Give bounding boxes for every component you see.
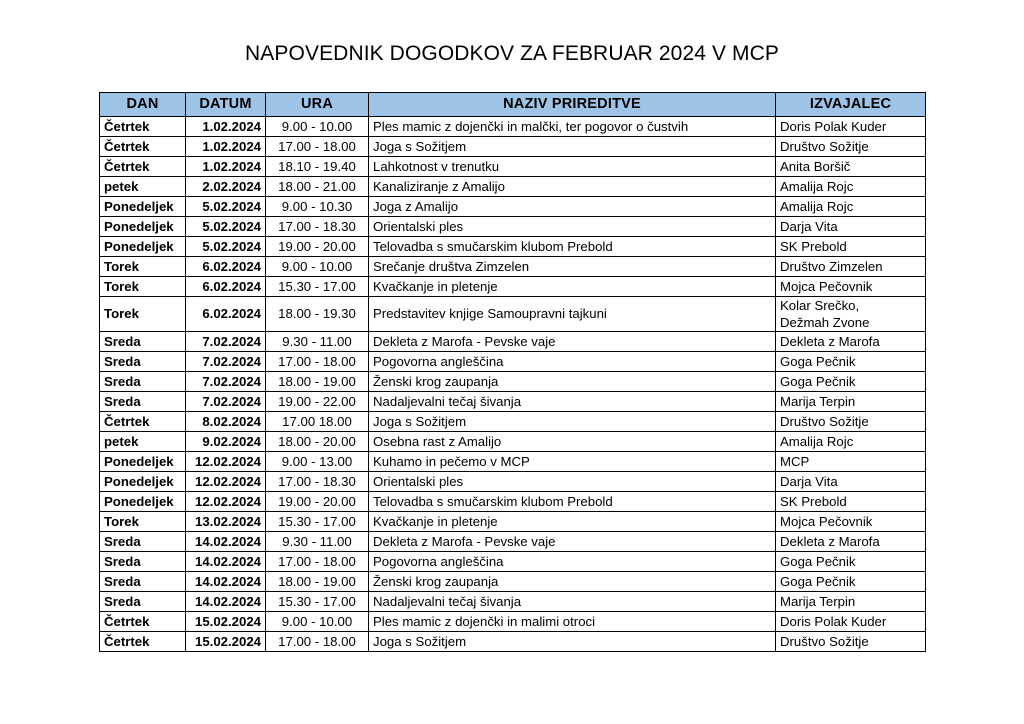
- cell-organizer: Amalija Rojc: [776, 177, 926, 197]
- cell-time: 18.00 - 20.00: [266, 432, 369, 452]
- table-row: [100, 277, 926, 297]
- table-row: [100, 137, 926, 157]
- cell-time: 18.00 - 19.00: [266, 372, 369, 392]
- table-row: [100, 432, 926, 452]
- cell-date: 2.02.2024: [186, 177, 266, 197]
- cell-organizer: Amalija Rojc: [776, 432, 926, 452]
- cell-event-name: Kuhamo in pečemo v MCP: [369, 452, 776, 472]
- cell-date: 7.02.2024: [186, 372, 266, 392]
- cell-event-name: Ženski krog zaupanja: [369, 372, 776, 392]
- cell-date: 14.02.2024: [186, 572, 266, 592]
- cell-organizer: Dekleta z Marofa: [776, 332, 926, 352]
- cell-day: Četrtek: [100, 117, 186, 137]
- cell-day: Sreda: [100, 392, 186, 412]
- cell-organizer: Darja Vita: [776, 217, 926, 237]
- cell-day: Sreda: [100, 352, 186, 372]
- cell-organizer: Društvo Sožitje: [776, 412, 926, 432]
- cell-time: 18.00 - 19.00: [266, 572, 369, 592]
- cell-day: Torek: [100, 512, 186, 532]
- cell-time: 9.00 - 10.00: [266, 257, 369, 277]
- cell-time: 15.30 - 17.00: [266, 277, 369, 297]
- cell-time: 9.00 - 10.00: [266, 117, 369, 137]
- cell-day: Ponedeljek: [100, 492, 186, 512]
- cell-event-name: Joga s Sožitjem: [369, 412, 776, 432]
- cell-date: 7.02.2024: [186, 332, 266, 352]
- table-row: [100, 197, 926, 217]
- organizer-line-2: Dežmah Zvone: [780, 315, 870, 331]
- table-row: [100, 392, 926, 412]
- cell-day: petek: [100, 432, 186, 452]
- cell-time: 19.00 - 20.00: [266, 492, 369, 512]
- cell-event-name: Ženski krog zaupanja: [369, 572, 776, 592]
- cell-date: 14.02.2024: [186, 532, 266, 552]
- cell-time: 9.00 - 10.30: [266, 197, 369, 217]
- cell-organizer: Goga Pečnik: [776, 572, 926, 592]
- table-row: [100, 472, 926, 492]
- cell-time: 9.00 - 13.00: [266, 452, 369, 472]
- cell-date: 12.02.2024: [186, 452, 266, 472]
- cell-date: 14.02.2024: [186, 552, 266, 572]
- cell-organizer: Mojca Pečovnik: [776, 277, 926, 297]
- table-row: [100, 237, 926, 257]
- cell-event-name: Pogovorna angleščina: [369, 552, 776, 572]
- cell-time: 9.30 - 11.00: [266, 332, 369, 352]
- cell-organizer: Darja Vita: [776, 472, 926, 492]
- table-row: [100, 632, 926, 652]
- cell-organizer: SK Prebold: [776, 237, 926, 257]
- cell-time: 17.00 - 18.00: [266, 552, 369, 572]
- table-row: [100, 177, 926, 197]
- cell-organizer: Društvo Zimzelen: [776, 257, 926, 277]
- organizer-line-1: Kolar Srečko,: [780, 298, 860, 313]
- cell-event-name: Orientalski ples: [369, 472, 776, 492]
- cell-time: 18.10 - 19.40: [266, 157, 369, 177]
- table-row: [100, 552, 926, 572]
- cell-event-name: Srečanje društva Zimzelen: [369, 257, 776, 277]
- cell-event-name: Telovadba s smučarskim klubom Prebold: [369, 492, 776, 512]
- cell-time: 9.00 - 10.00: [266, 612, 369, 632]
- cell-organizer: Doris Polak Kuder: [776, 612, 926, 632]
- cell-event-name: Kvačkanje in pletenje: [369, 277, 776, 297]
- table-row: [100, 297, 926, 332]
- cell-event-name: Orientalski ples: [369, 217, 776, 237]
- cell-day: Ponedeljek: [100, 452, 186, 472]
- cell-time: 17.00 - 18.30: [266, 472, 369, 492]
- cell-organizer: Doris Polak Kuder: [776, 117, 926, 137]
- cell-time: 19.00 - 22.00: [266, 392, 369, 412]
- cell-day: Ponedeljek: [100, 237, 186, 257]
- cell-day: Torek: [100, 297, 186, 332]
- cell-time: 17.00 - 18.00: [266, 137, 369, 157]
- cell-organizer: Društvo Sožitje: [776, 632, 926, 652]
- cell-event-name: Nadaljevalni tečaj šivanja: [369, 392, 776, 412]
- cell-date: 15.02.2024: [186, 612, 266, 632]
- cell-date: 12.02.2024: [186, 472, 266, 492]
- table-row: [100, 492, 926, 512]
- cell-event-name: Kvačkanje in pletenje: [369, 512, 776, 532]
- column-header-ura: URA: [266, 93, 369, 117]
- cell-event-name: Ples mamic z dojenčki in malimi otroci: [369, 612, 776, 632]
- cell-date: 14.02.2024: [186, 592, 266, 612]
- column-header-naziv: NAZIV PRIREDITVE: [369, 93, 776, 117]
- cell-date: 1.02.2024: [186, 137, 266, 157]
- cell-organizer: Goga Pečnik: [776, 552, 926, 572]
- table-row: [100, 217, 926, 237]
- table-row: [100, 512, 926, 532]
- cell-organizer: SK Prebold: [776, 492, 926, 512]
- cell-day: Sreda: [100, 552, 186, 572]
- cell-time: 9.30 - 11.00: [266, 532, 369, 552]
- cell-event-name: Joga z Amalijo: [369, 197, 776, 217]
- table-row: [100, 592, 926, 612]
- table-header: [100, 93, 926, 117]
- table-row: [100, 352, 926, 372]
- cell-day: Sreda: [100, 572, 186, 592]
- cell-organizer: [776, 297, 926, 332]
- cell-organizer: Društvo Sožitje: [776, 137, 926, 157]
- cell-time: 15.30 - 17.00: [266, 512, 369, 532]
- cell-date: 6.02.2024: [186, 297, 266, 332]
- cell-date: 5.02.2024: [186, 217, 266, 237]
- cell-event-name: Dekleta z Marofa - Pevske vaje: [369, 532, 776, 552]
- cell-day: Četrtek: [100, 612, 186, 632]
- table-row: [100, 572, 926, 592]
- cell-organizer: MCP: [776, 452, 926, 472]
- schedule-table-container: [99, 92, 925, 652]
- cell-organizer: Mojca Pečovnik: [776, 512, 926, 532]
- table-body: [100, 117, 926, 652]
- cell-day: Četrtek: [100, 137, 186, 157]
- schedule-table: [99, 92, 926, 652]
- table-row: [100, 157, 926, 177]
- cell-organizer: Marija Terpin: [776, 392, 926, 412]
- cell-organizer: Dekleta z Marofa: [776, 532, 926, 552]
- column-header-izvajalec: IZVAJALEC: [776, 93, 926, 117]
- cell-day: Sreda: [100, 372, 186, 392]
- cell-organizer: Amalija Rojc: [776, 197, 926, 217]
- page-title: NAPOVEDNIK DOGODKOV ZA FEBRUAR 2024 V MCP: [245, 42, 779, 65]
- cell-date: 7.02.2024: [186, 352, 266, 372]
- cell-date: 6.02.2024: [186, 257, 266, 277]
- cell-day: Torek: [100, 277, 186, 297]
- cell-day: Ponedeljek: [100, 217, 186, 237]
- cell-event-name: Osebna rast z Amalijo: [369, 432, 776, 452]
- cell-time: 17.00 - 18.00: [266, 352, 369, 372]
- cell-day: Četrtek: [100, 632, 186, 652]
- cell-day: Torek: [100, 257, 186, 277]
- cell-organizer: Anita Boršič: [776, 157, 926, 177]
- cell-date: 9.02.2024: [186, 432, 266, 452]
- table-row: [100, 372, 926, 392]
- cell-event-name: Kanaliziranje z Amalijo: [369, 177, 776, 197]
- cell-time: 18.00 - 19.30: [266, 297, 369, 332]
- cell-event-name: Pogovorna angleščina: [369, 352, 776, 372]
- cell-event-name: Joga s Sožitjem: [369, 632, 776, 652]
- cell-organizer: Goga Pečnik: [776, 372, 926, 392]
- table-row: [100, 117, 926, 137]
- cell-date: 12.02.2024: [186, 492, 266, 512]
- cell-date: 5.02.2024: [186, 197, 266, 217]
- table-row: [100, 332, 926, 352]
- cell-time: 17.00 18.00: [266, 412, 369, 432]
- cell-time: 17.00 - 18.30: [266, 217, 369, 237]
- cell-time: 15.30 - 17.00: [266, 592, 369, 612]
- table-row: [100, 257, 926, 277]
- table-header-row: [100, 93, 926, 117]
- table-row: [100, 612, 926, 632]
- cell-event-name: Ples mamic z dojenčki in malčki, ter pogovor o čustvih: [369, 117, 776, 137]
- column-header-dan: DAN: [100, 93, 186, 117]
- cell-date: 6.02.2024: [186, 277, 266, 297]
- cell-event-name: Telovadba s smučarskim klubom Prebold: [369, 237, 776, 257]
- cell-event-name: Lahkotnost v trenutku: [369, 157, 776, 177]
- cell-date: 5.02.2024: [186, 237, 266, 257]
- cell-organizer: Marija Terpin: [776, 592, 926, 612]
- cell-day: Četrtek: [100, 157, 186, 177]
- cell-date: 13.02.2024: [186, 512, 266, 532]
- cell-time: 19.00 - 20.00: [266, 237, 369, 257]
- cell-date: 8.02.2024: [186, 412, 266, 432]
- cell-date: 1.02.2024: [186, 157, 266, 177]
- column-header-datum: DATUM: [186, 93, 266, 117]
- cell-day: petek: [100, 177, 186, 197]
- cell-time: 18.00 - 21.00: [266, 177, 369, 197]
- cell-event-name: Joga s Sožitjem: [369, 137, 776, 157]
- cell-date: 1.02.2024: [186, 117, 266, 137]
- cell-date: 7.02.2024: [186, 392, 266, 412]
- cell-event-name: Dekleta z Marofa - Pevske vaje: [369, 332, 776, 352]
- cell-day: Ponedeljek: [100, 197, 186, 217]
- cell-date: 15.02.2024: [186, 632, 266, 652]
- cell-event-name: Nadaljevalni tečaj šivanja: [369, 592, 776, 612]
- cell-day: Četrtek: [100, 412, 186, 432]
- cell-time: 17.00 - 18.00: [266, 632, 369, 652]
- cell-day: Sreda: [100, 332, 186, 352]
- cell-organizer: Goga Pečnik: [776, 352, 926, 372]
- cell-day: Sreda: [100, 532, 186, 552]
- cell-day: Sreda: [100, 592, 186, 612]
- cell-day: Ponedeljek: [100, 472, 186, 492]
- table-row: [100, 452, 926, 472]
- cell-event-name: Predstavitev knjige Samoupravni tajkuni: [369, 297, 776, 332]
- table-row: [100, 532, 926, 552]
- table-row: [100, 412, 926, 432]
